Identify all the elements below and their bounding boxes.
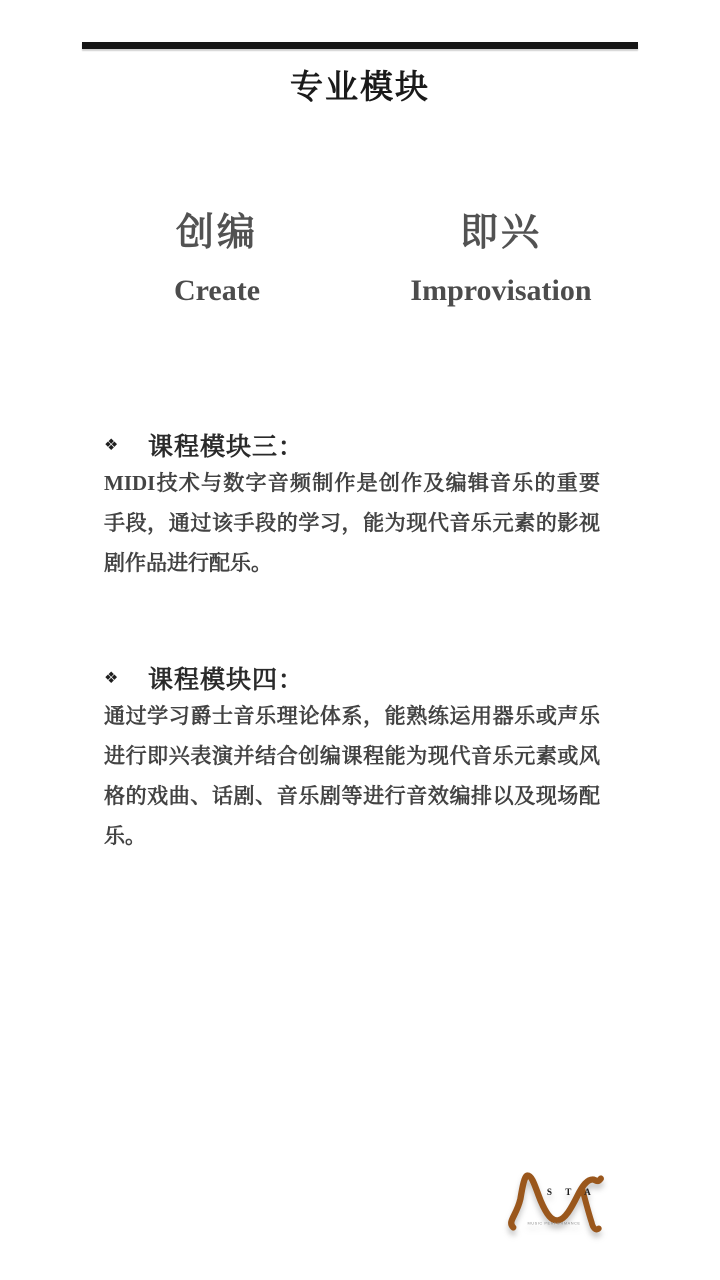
body-line: 格的戏曲、话剧、音乐剧等进行音效编排以及现场配 <box>104 784 600 808</box>
section-heading-text: 课程模块三： <box>148 434 305 461</box>
column-create-cn-label: 创编 <box>175 212 258 254</box>
logo-sta-text: S T A <box>546 1186 597 1197</box>
section-heading-text: 课程模块四： <box>148 667 305 694</box>
column-create-en-label: Create <box>173 274 261 307</box>
column-improvisation-en-label: Improvisation <box>410 274 592 307</box>
column-improvisation-cn-label: 即兴 <box>459 212 542 254</box>
section-body <box>104 696 600 856</box>
body-line: 手段，通过该手段的学习，能为现代音乐元素的影视 <box>104 511 600 535</box>
section-body <box>104 463 600 583</box>
page-title: 专业模块 <box>290 70 430 106</box>
section-heading-row <box>104 431 600 459</box>
diamond-bullet-icon: ❖ <box>104 437 119 454</box>
column-create <box>97 210 337 309</box>
logo-subtitle-text: MUSIC PERFORMANCE <box>527 1221 581 1226</box>
section-heading-row <box>104 664 600 692</box>
body-line: MIDI技术与数字音频制作是创作及编辑音乐的重要 <box>104 471 600 495</box>
body-line: 进行即兴表演并结合创编课程能为现代音乐元素或风 <box>104 744 600 768</box>
body-line: 乐。 <box>104 824 146 848</box>
diamond-bullet-icon: ❖ <box>104 670 119 687</box>
section-course-module-4 <box>104 664 600 856</box>
column-improvisation <box>380 210 622 309</box>
brand-logo <box>498 1160 612 1244</box>
body-line: 通过学习爵士音乐理论体系，能熟练运用器乐或声乐 <box>104 704 600 728</box>
body-line: 剧作品进行配乐。 <box>104 551 272 575</box>
section-course-module-3 <box>104 431 600 583</box>
top-divider-rule <box>82 42 638 49</box>
